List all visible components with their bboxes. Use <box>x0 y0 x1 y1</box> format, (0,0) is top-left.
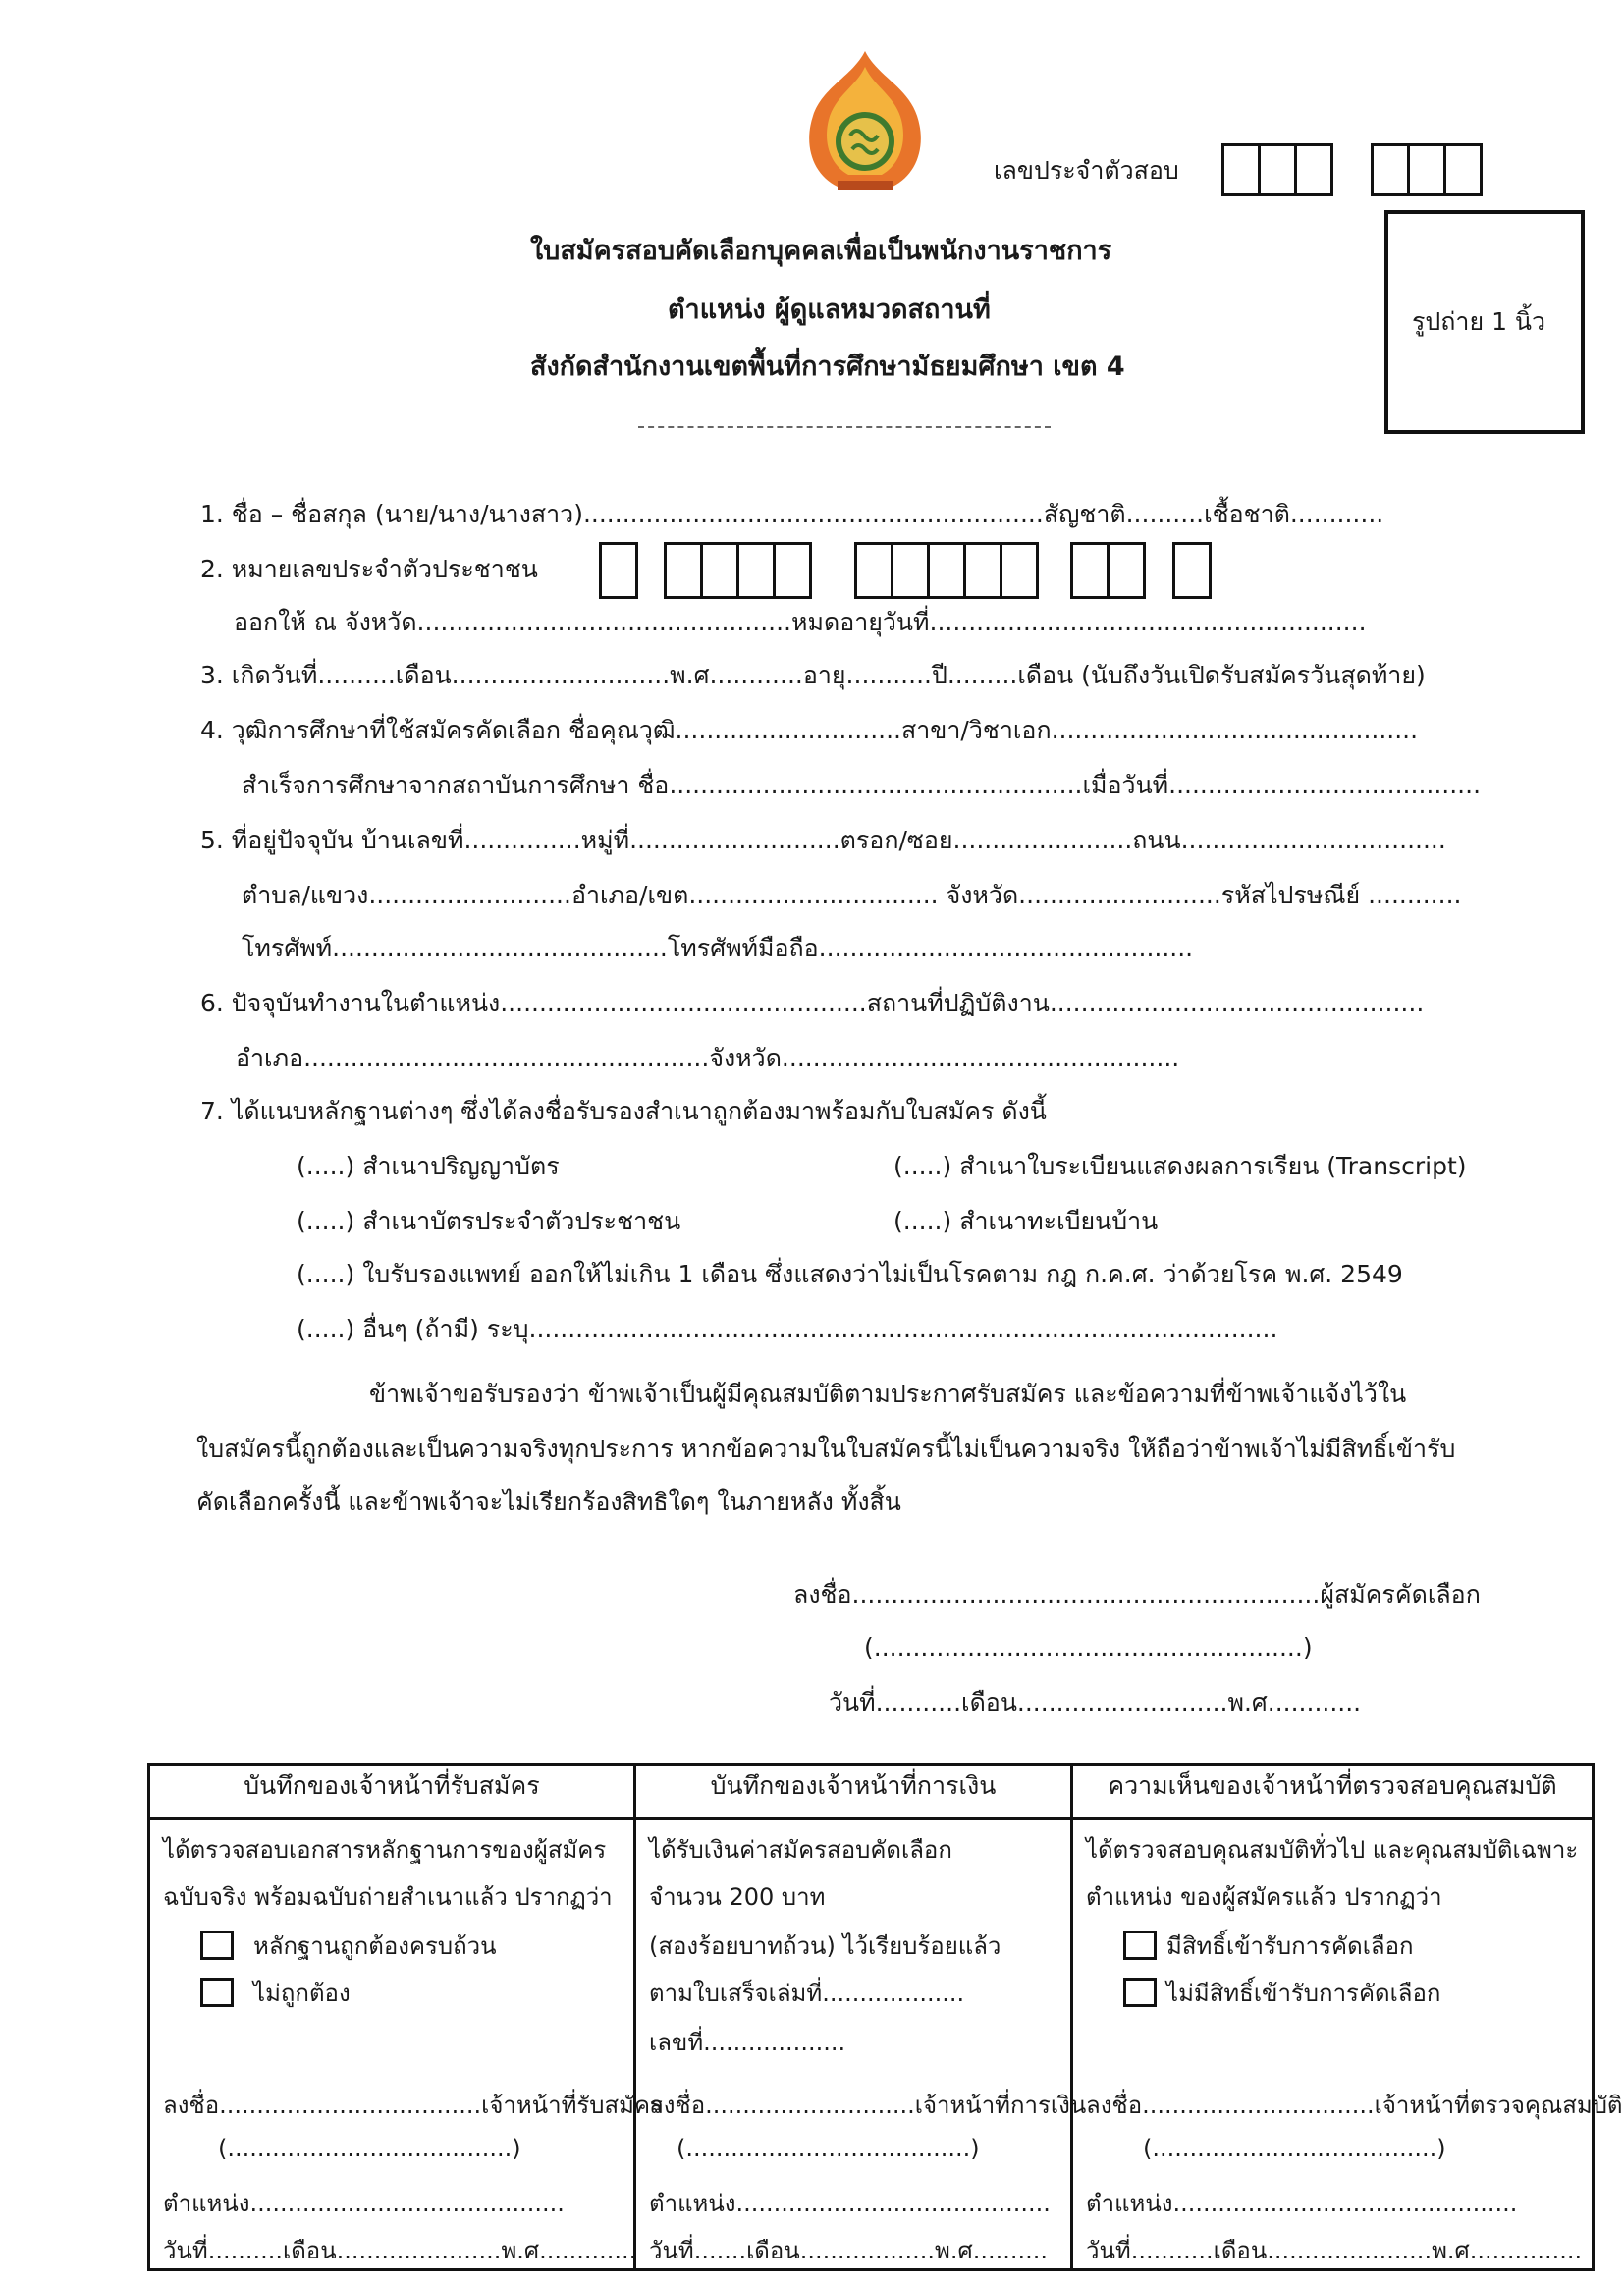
exam-id-label: เลขประจำตัวสอบ <box>994 156 1179 185</box>
col1-position[interactable]: ตำแหน่ง.......................................... <box>163 2190 565 2217</box>
col3-date[interactable]: วันที่...........เดือน......................พ.ศ............... <box>1086 2237 1583 2264</box>
field-id-issued[interactable]: ออกให้ ณ จังหวัด................................................หมดอายุวันที่........................................................ <box>234 608 1367 636</box>
field-current-job[interactable]: 6. ปัจจุบันทำงานในตำแหน่ง...............................................สถานที่ปฏิบัติงาน................................................ <box>200 989 1425 1017</box>
applicant-sign-date[interactable]: วันที่...........เดือน...........................พ.ศ............ <box>829 1688 1362 1716</box>
doc-degree[interactable]: (.....) สำเนาปริญญาบัตร <box>297 1152 560 1180</box>
col1-option-incorrect: ไม่ถูกต้อง <box>253 1980 351 2007</box>
col2-date[interactable]: วันที่.......เดือน..................พ.ศ.......... <box>649 2237 1049 2264</box>
doc-citizen-id[interactable]: (.....) สำเนาบัตรประจำตัวประชาชน <box>297 1207 681 1235</box>
col2-receipt-book[interactable]: ตามใบเสร็จเล่มที่................... <box>649 1980 965 2007</box>
title-line-2: ตำแหน่ง ผู้ดูแลหมวดสถานที่ <box>668 295 991 325</box>
office-col2-header: บันทึกของเจ้าหน้าที่การเงิน <box>635 1765 1072 1819</box>
office-col1 <box>151 1821 663 2267</box>
doc-other[interactable]: (.....) อื่นๆ (ถ้ามี) ระบุ................................................................................................ <box>297 1315 1278 1343</box>
col3-option-eligible: มีสิทธิ์เข้ารับการคัดเลือก <box>1166 1932 1414 1960</box>
col1-checkbox-incorrect[interactable] <box>200 1978 234 2007</box>
col2-line-2: จำนวน 200 บาท <box>649 1883 826 1911</box>
declaration-line-2: ใบสมัครนี้ถูกต้องและเป็นความจริงทุกประการ หากข้อความในใบสมัครนี้ไม่เป็นความจริง ให้ถือว่าข้าพเจ้าไม่มีสิทธิ์เข้ารับ <box>196 1435 1456 1463</box>
col3-line-2: ตำแหน่ง ของผู้สมัครแล้ว ปรากฏว่า <box>1086 1883 1442 1911</box>
col1-line-2: ฉบับจริง พร้อมฉบับถ่ายสำเนาแล้ว ปรากฏว่า <box>163 1883 613 1911</box>
field-phone[interactable]: โทรศัพท์...........................................โทรศัพท์มือถือ................................................ <box>242 934 1194 962</box>
field-institution[interactable]: สำเร็จการศึกษาจากสถาบันการศึกษา ชื่อ.....................................................เมื่อวันที่........................................ <box>242 771 1482 799</box>
field-attachments-label: 7. ได้แนบหลักฐานต่างๆ ซึ่งได้ลงชื่อรับรองสำเนาถูกต้องมาพร้อมกับใบสมัคร ดังนี้ <box>200 1097 1047 1125</box>
declaration-line-1: ข้าพเจ้าขอรับรองว่า ข้าพเจ้าเป็นผู้มีคุณสมบัติตามประกาศรับสมัคร และข้อความที่ข้าพเจ้าแจ้งไว้ใน <box>369 1380 1407 1408</box>
title-line-1: ใบสมัครสอบคัดเลือกบุคคลเพื่อเป็นพนักงานราชการ <box>530 236 1112 266</box>
col2-receipt-number[interactable]: เลขที่................... <box>649 2029 846 2056</box>
title-divider <box>638 426 1051 428</box>
col1-option-complete: หลักฐานถูกต้องครบถ้วน <box>253 1932 497 1960</box>
col1-date[interactable]: วันที่..........เดือน......................พ.ศ............. <box>163 2237 637 2264</box>
field-job-location[interactable]: อำเภอ....................................................จังหวัด................................................... <box>236 1044 1180 1072</box>
office-col2 <box>637 1821 1087 2267</box>
col2-sign[interactable]: ลงชื่อ............................เจ้าหน้าที่การเงิน <box>649 2092 1087 2119</box>
col3-name[interactable]: (......................................) <box>1143 2135 1446 2162</box>
col2-position[interactable]: ตำแหน่ง.......................................... <box>649 2190 1051 2217</box>
col3-checkbox-ineligible[interactable] <box>1123 1978 1157 2007</box>
col1-checkbox-complete[interactable] <box>200 1931 234 1960</box>
field-address-district[interactable]: ตำบล/แขวง..........................อำเภอ/เขต................................ จังหวัด..........................รหัสไปรษณีย์ ............ <box>242 881 1462 909</box>
applicant-name[interactable]: (.......................................................) <box>864 1633 1313 1661</box>
col1-sign[interactable]: ลงชื่อ...................................เจ้าหน้าที่รับสมัคร <box>163 2092 663 2119</box>
col1-line-1: ได้ตรวจสอบเอกสารหลักฐานการของผู้สมัคร <box>163 1836 607 1864</box>
col2-line-3: (สองร้อยบาทถ้วน) ไว้เรียบร้อยแล้ว <box>649 1932 1001 1960</box>
photo-box <box>1384 210 1585 434</box>
field-address[interactable]: 5. ที่อยู่ปัจจุบัน บ้านเลขที่...............หมู่ที่...........................ตรอก/ซอย.......................ถนน.................................. <box>200 826 1446 854</box>
applicant-signature[interactable]: ลงชื่อ............................................................ผู้สมัครคัดเลือก <box>793 1580 1481 1608</box>
field-id-label: 2. หมายเลขประจำตัวประชาชน <box>200 555 538 583</box>
office-col1-header: บันทึกของเจ้าหน้าที่รับสมัคร <box>149 1765 635 1819</box>
office-records-table <box>147 1763 1623 2271</box>
col2-line-1: ได้รับเงินค่าสมัครสอบคัดเลือก <box>649 1836 952 1864</box>
doc-house-registration[interactable]: (.....) สำเนาทะเบียนบ้าน <box>893 1207 1159 1235</box>
ministry-emblem-logo <box>793 47 937 194</box>
col3-sign[interactable]: ลงชื่อ...............................เจ้าหน้าที่ตรวจคุณสมบัติ <box>1086 2092 1623 2119</box>
col2-name[interactable]: (......................................) <box>677 2135 980 2162</box>
photo-label: รูปถ่าย 1 นิ้ว <box>1412 307 1546 336</box>
doc-transcript[interactable]: (.....) สำเนาใบระเบียนแสดงผลการเรียน (Transcript) <box>893 1152 1467 1180</box>
col1-name[interactable]: (......................................) <box>218 2135 521 2162</box>
field-name[interactable]: 1. ชื่อ – ชื่อสกุล (นาย/นาง/นางสาว)...........................................................สัญชาติ..........เชื้อชาติ............ <box>200 500 1384 528</box>
field-birthdate[interactable]: 3. เกิดวันที่..........เดือน............................พ.ศ............อายุ...........ปี.........เดือน (นับถึงวันเปิดรับสมัครวันสุดท้าย) <box>200 661 1426 689</box>
title-line-3: สังกัดสำนักงานเขตพื้นที่การศึกษามัธยมศึกษา เขต 4 <box>530 352 1125 382</box>
field-education[interactable]: 4. วุฒิการศึกษาที่ใช้สมัครคัดเลือก ชื่อคุณวุฒิ.............................สาขา/วิชาเอก............................................... <box>200 716 1419 744</box>
col3-checkbox-eligible[interactable] <box>1123 1931 1157 1960</box>
office-col3 <box>1074 1821 1623 2267</box>
office-col3-header: ความเห็นของเจ้าหน้าที่ตรวจสอบคุณสมบัติ <box>1072 1765 1594 1819</box>
col3-position[interactable]: ตำแหน่ง.............................................. <box>1086 2190 1518 2217</box>
col3-option-ineligible: ไม่มีสิทธิ์เข้ารับการคัดเลือก <box>1166 1980 1441 2007</box>
declaration-line-3: คัดเลือกครั้งนี้ และข้าพเจ้าจะไม่เรียกร้องสิทธิใดๆ ในภายหลัง ทั้งสิ้น <box>196 1488 901 1516</box>
doc-medical-certificate[interactable]: (.....) ใบรับรองแพทย์ ออกให้ไม่เกิน 1 เดือน ซึ่งแสดงว่าไม่เป็นโรคตาม กฎ ก.ค.ศ. ว่าด้วยโรค พ.ศ. 2549 <box>297 1260 1403 1288</box>
col3-line-1: ได้ตรวจสอบคุณสมบัติทั่วไป และคุณสมบัติเฉพาะ <box>1086 1836 1579 1864</box>
